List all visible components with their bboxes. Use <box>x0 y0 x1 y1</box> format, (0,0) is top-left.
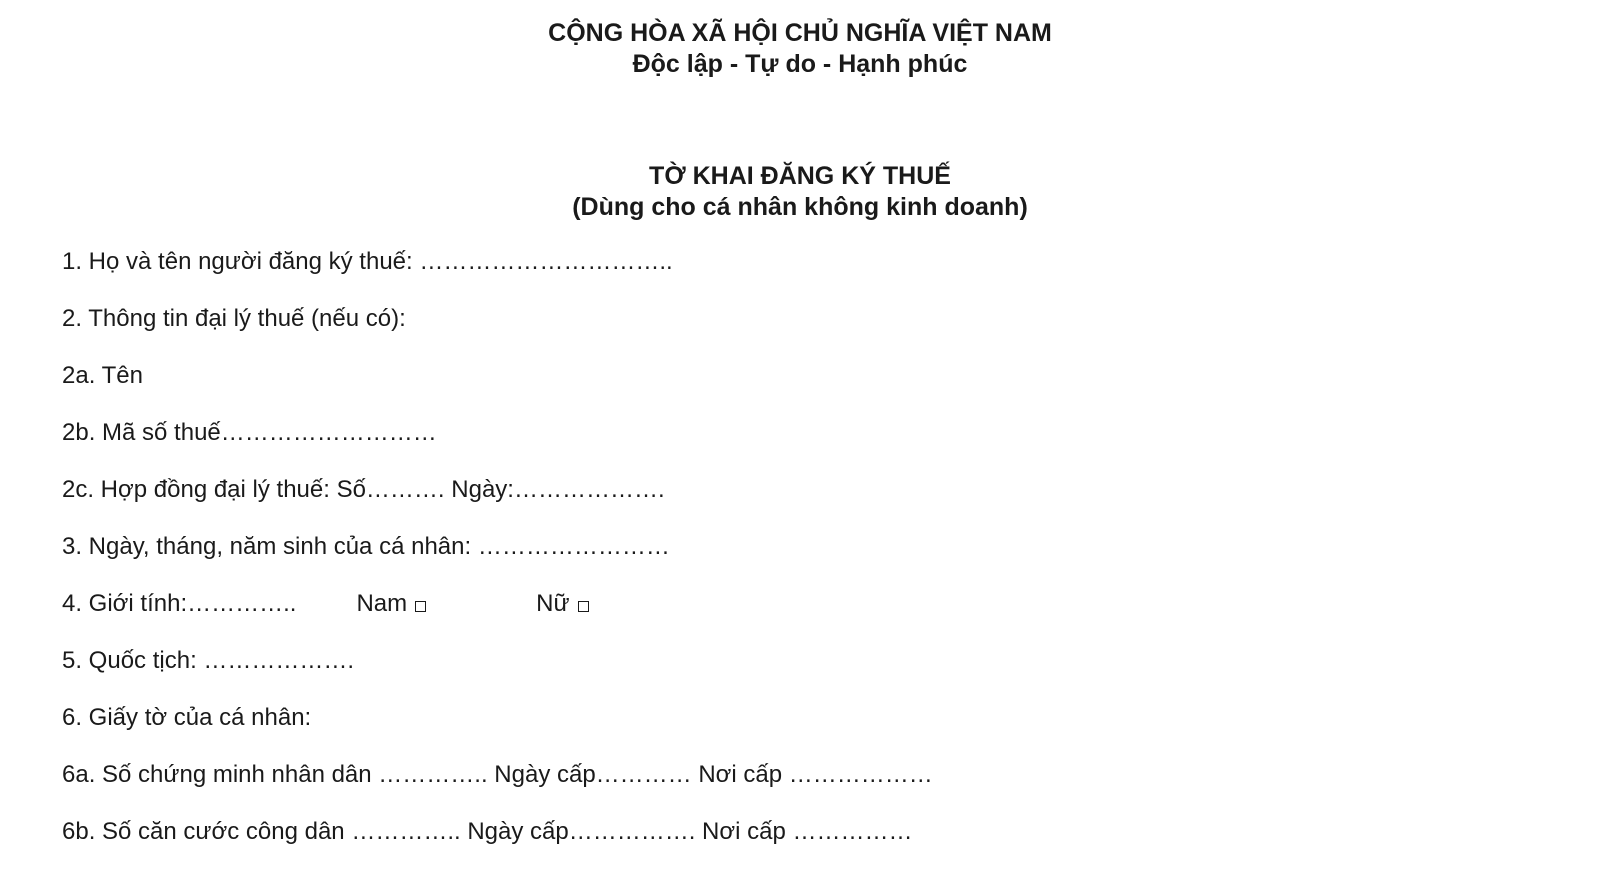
field-gender <box>62 589 1562 646</box>
form-fields <box>62 247 1562 874</box>
field-nationality[interactable]: 5. Quốc tịch: ………………. <box>62 647 355 674</box>
form-title: TỜ KHAI ĐĂNG KÝ THUẾ <box>649 162 951 190</box>
gender-male-label: Nam <box>356 590 408 617</box>
gender-female-label: Nữ <box>536 590 570 617</box>
field-tax-agent-info: 2. Thông tin đại lý thuế (nếu có): <box>62 305 406 332</box>
field-personal-documents: 6. Giấy tờ của cá nhân: <box>62 704 312 731</box>
field-date-of-birth[interactable]: 3. Ngày, tháng, năm sinh của cá nhân: …………………… <box>62 533 670 560</box>
field-tax-agent-tax-code[interactable]: 2b. Mã số thuế……………………… <box>62 419 437 446</box>
field-tax-agent-contract[interactable]: 2c. Hợp đồng đại lý thuế: Số………. Ngày:………………. <box>62 476 665 503</box>
national-motto: Độc lập - Tự do - Hạnh phúc <box>632 50 968 78</box>
form-subtitle: (Dùng cho cá nhân không kinh doanh) <box>572 193 1028 221</box>
field-tax-agent-name[interactable]: 2a. Tên <box>62 362 143 389</box>
gender-female-checkbox[interactable] <box>578 601 589 612</box>
national-header <box>0 18 1600 80</box>
field-id-card[interactable]: 6a. Số chứng minh nhân dân ………….. Ngày cấp………… Nơi cấp ……………… <box>62 761 933 788</box>
form-title-block <box>0 161 1600 223</box>
field-citizen-id[interactable]: 6b. Số căn cước công dân ………….. Ngày cấp……………. Nơi cấp …………… <box>62 818 913 845</box>
gender-male-checkbox[interactable] <box>415 601 426 612</box>
national-name: CỘNG HÒA XÃ HỘI CHỦ NGHĨA VIỆT NAM <box>548 19 1052 47</box>
gender-label[interactable]: 4. Giới tính:………….. <box>62 590 297 617</box>
field-full-name[interactable]: 1. Họ và tên người đăng ký thuế: ………………………….. <box>62 248 673 275</box>
